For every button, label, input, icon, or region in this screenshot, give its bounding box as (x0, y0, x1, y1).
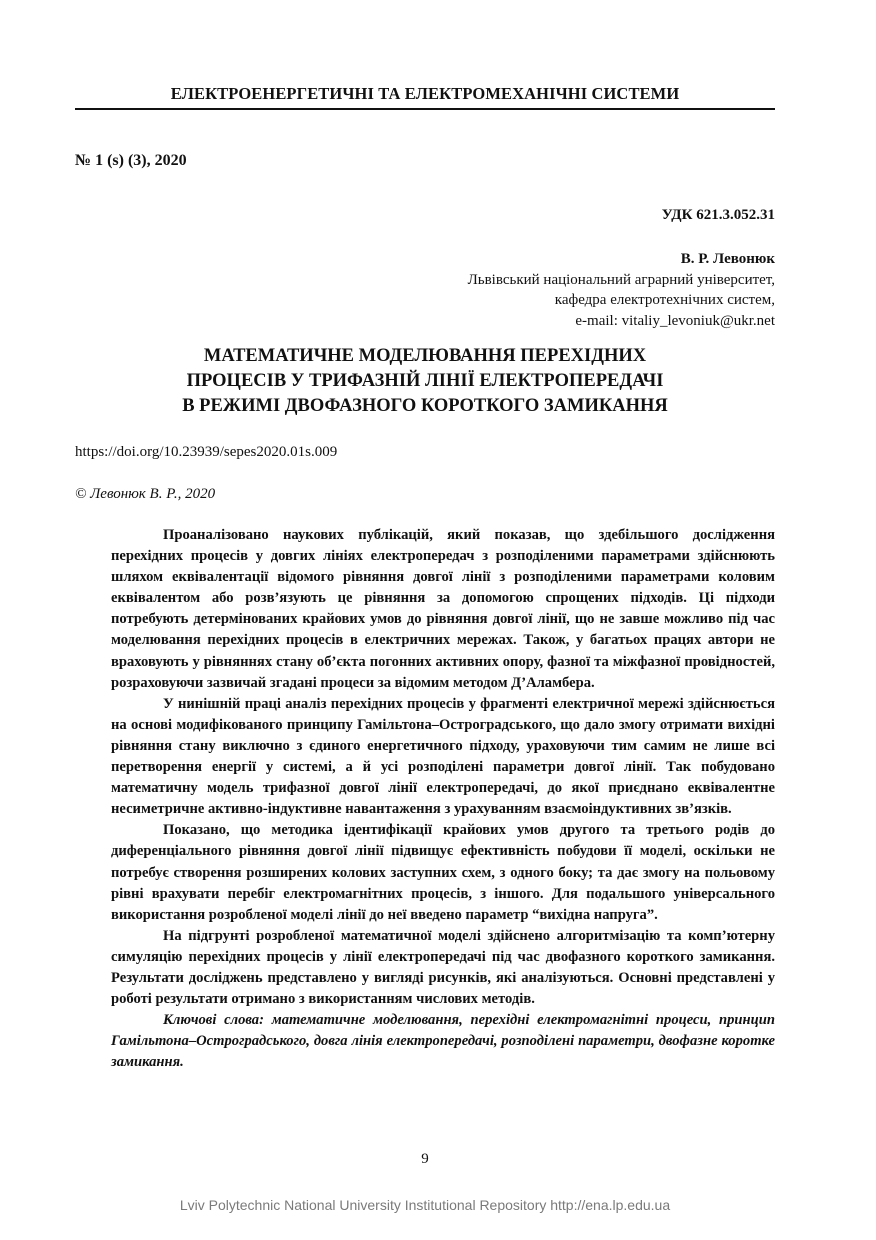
abstract-paragraph: Показано, що методика ідентифікації крайових умов другого та третього родів до диференціального рівняння довгої лінії підвищує ефективність побудови її моделі, оскільки не потребує створення розширених колових заступних схем, з одного боку; та дає змогу на польовому рівні врахувати перебіг електромагнітних процесів, з іншого. Для подальшого універсального використання розробленої моделі лінії до неї введено параметр “вихідна напруга”. (111, 822, 775, 923)
page-number: 9 (421, 1151, 429, 1167)
journal-title: ЕЛЕКТРОЕНЕРГЕТИЧНІ ТА ЕЛЕКТРОМЕХАНІЧНІ СИСТЕМИ (170, 84, 680, 103)
udc-code: УДК 621.3.052.31 (661, 207, 775, 223)
copyright-notice: © Левонюк В. Р., 2020 (75, 486, 216, 502)
keywords: Ключові слова: математичне моделювання, перехідні електромагнітні процеси, принцип Гамільтона–Остроградського, довга лінія електропередачі, розподілені параметри, двофазне коротке замикання. (111, 1012, 775, 1071)
paper-title (75, 344, 775, 419)
abstract (111, 525, 775, 1073)
paper-title-line: В РЕЖИМІ ДВОФАЗНОГО КОРОТКОГО ЗАМИКАННЯ (182, 396, 668, 416)
author-email: e-mail: vitaliy_levoniuk@ukr.net (575, 312, 775, 329)
affiliation-department: кафедра електротехнічних систем, (554, 292, 775, 308)
doi-link[interactable]: https://doi.org/10.23939/sepes2020.01s.009 (75, 444, 338, 460)
abstract-paragraph: У нинішній праці аналіз перехідних процесів у фрагменті електричної мережі здійснюється на основі модифікованого принципу Гамільтона–Остроградського, що дало змогу отримати вихідні рівняння стану виключно з єдиного енергетичного підходу, ураховуючи тим самим не лише всі перетворення енергії у системі, а й усі розподілені параметри довгої лінії. Так побудовано математичну модель трифазної довгої лінії електропередачі, до якої приєднано еквівалентне несиметричне активно-індуктивне навантаження з урахуванням взаємоіндуктивних зв’язків. (111, 695, 775, 818)
author-name: В. Р. Левонюк (680, 251, 775, 267)
affiliation-university: Львівський національний аграрний університет, (467, 271, 775, 288)
abstract-paragraph: Проаналізовано наукових публікацій, який показав, що здебільшого дослідження перехідних процесів у довгих лініях електропередач з розподіленими параметрами здійснюють шляхом еквівалентації відомого рівняння довгої лінії з розподіленими параметрами коловим еквівалентом або розв’язують це рівняння за допомогою спрощених підходів. Ці підходи потребують детермінованих крайових умов до рівняння довгої лінії, що не завше можливо під час моделювання перехідних процесів в електричних мережах. Також, у багатьох працях автори не враховують у рівняннях стану об’єкта погонних активних опору, фазної та міжфазної провідностей, розраховуючи зазвичай згадані процеси за відомим методом Д’Аламбера. (111, 527, 775, 691)
abstract-paragraph: На підгрунті розробленої математичної моделі здійснено алгоритмізацію та комп’ютерну симуляцію перехідних процесів у лінії електропередачі під час двофазного короткого замикання. Результати досліджень представлено у вигляді рисунків, які аналізуються. Основні представлені у роботі результати отримано з використанням числових методів. (111, 927, 775, 1008)
header-divider (75, 108, 775, 110)
paper-title-line: ПРОЦЕСІВ У ТРИФАЗНІЙ ЛІНІЇ ЕЛЕКТРОПЕРЕДАЧІ (186, 371, 664, 391)
author-block (468, 249, 775, 331)
paper-title-line: МАТЕМАТИЧНЕ МОДЕЛЮВАННЯ ПЕРЕХІДНИХ (203, 346, 647, 366)
issue-number: № 1 (s) (3), 2020 (75, 152, 187, 169)
repository-footer: Lviv Polytechnic National University Institutional Repository http://ena.lp.edu.ua (179, 1197, 671, 1213)
